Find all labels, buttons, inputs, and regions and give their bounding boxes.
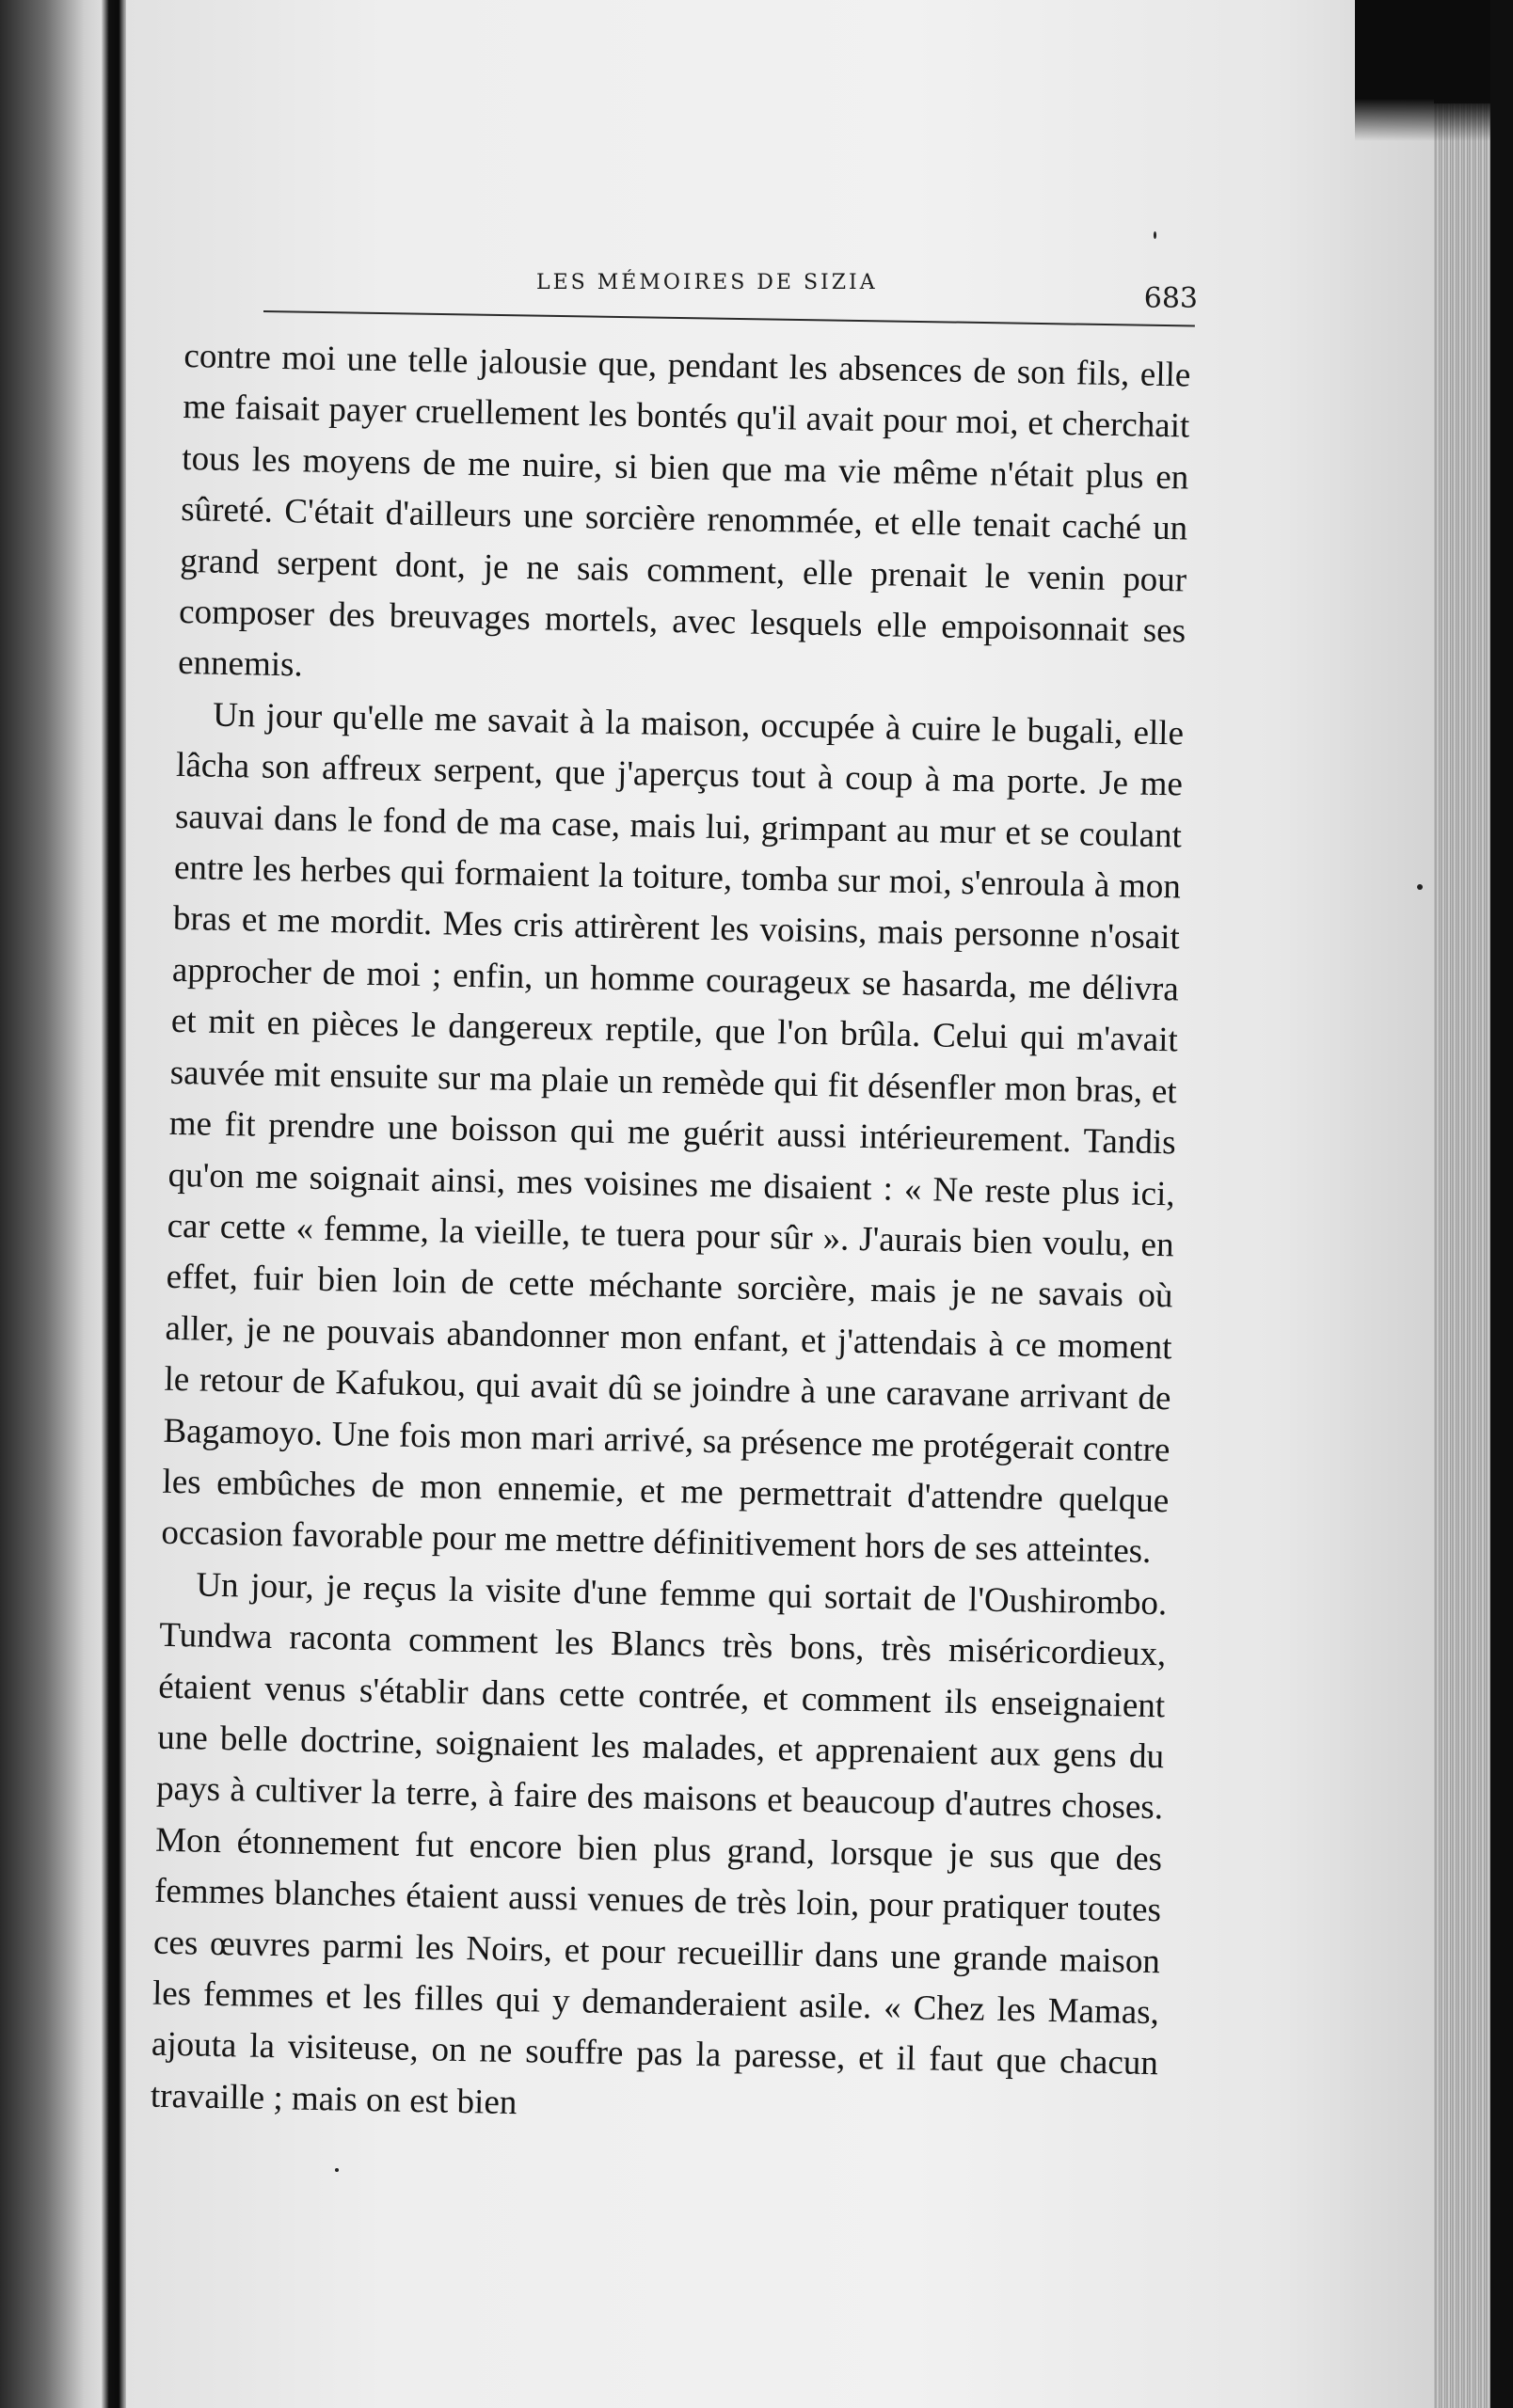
page-edges-stack [1434, 103, 1490, 2408]
scan-shadow [1355, 0, 1513, 141]
scan-border [1490, 0, 1513, 2408]
paragraph-1: contre moi une telle jalousie que, pendant les absences de son fils, elle me faisait payer cruellement les bontés qu'il avait pour moi, et cherchait tous les moyens de me nuire, si bien que ma vie même n'était plus en sûreté. C'était d'ailleurs une sorcière renommée, et elle tenait caché un grand serpent dont, je ne sais comment, elle prenait le venin pour composer des breuvages mortels, avec lesquels elle empoisonnait ses ennemis. [177, 336, 1191, 685]
paragraph-2: Un jour qu'elle me savait à la maison, occupée à cuire le bugali, elle lâcha son affreux serpent, que j'aperçus tout à coup à ma porte. Je me sauvai dans le fond de ma case, mais lui, grimpant au mur et se coulant entre les herbes qui formaient la toiture, tomba sur moi, s'enroula à mon bras et me mordit. Mes cris attirèrent les voisins, mais personne n'osait approcher de moi ; enfin, un homme courageux se hasarda, me délivra et mit en pièces le dangereux reptile, que l'on brûla. Celui qui m'avait sauvée mit ensuite sur ma plaie un remède qui fit désenfler mon bras, et me fit prendre une boisson qui me guérit aussi intérieurement. Tandis qu'on me soignait ainsi, mes voisines me disaient : « Ne reste plus ici, car cette « femme, la vieille, te tuera pour sûr ». J'aurais bien voulu, en effet, fuir bien loin de cette méchante sorcière, mais je ne savais où aller, je ne pouvais abandonner mon enfant, et j'attendais à ce moment le retour de Kafukou, qui avait dû se joindre à une caravane arrivant de Bagamoyo. Une fois mon mari arrivé, sa présence me protégerait contre les embûches de mon ennemie, et me permettrait d'attendre quelque occasion favorable pour me mettre définitivement hors de ses atteintes. [161, 695, 1185, 1572]
dust-speck [335, 2168, 339, 2172]
body-text [150, 331, 1190, 2141]
page-header [263, 265, 1198, 322]
previous-page-edge [0, 0, 113, 2408]
dust-speck [1417, 884, 1423, 890]
running-head: LES MÉMOIRES DE SIZIA [536, 271, 878, 294]
dust-speck [1154, 231, 1156, 239]
book-gutter [102, 0, 126, 2408]
paragraph-3: Un jour, je reçus la visite d'une femme qui sortait de l'Oushirombo. Tundwa raconta comment les Blancs très bons, très miséricordieux, étaient venus s'établir dans cette contrée, et comment ils enseignaient une belle doctrine, soignaient les malades, et apprenaient aux gens du pays à cultiver la terre, à faire des maisons et beaucoup d'autres choses. Mon étonnement fut encore bien plus grand, lorsque je sus que des femmes blanches étaient aussi venues de très loin, pour pratiquer toutes ces œuvres parmi les Noirs, et pour recueillir dans une grande maison les femmes et les filles qui y demanderaient asile. « Chez les Mamas, ajouta la visiteuse, on ne souffre pas la paresse, et il faut que chacun travaille ; mais on est bien [150, 1565, 1168, 2122]
page-number: 683 [1143, 282, 1198, 315]
